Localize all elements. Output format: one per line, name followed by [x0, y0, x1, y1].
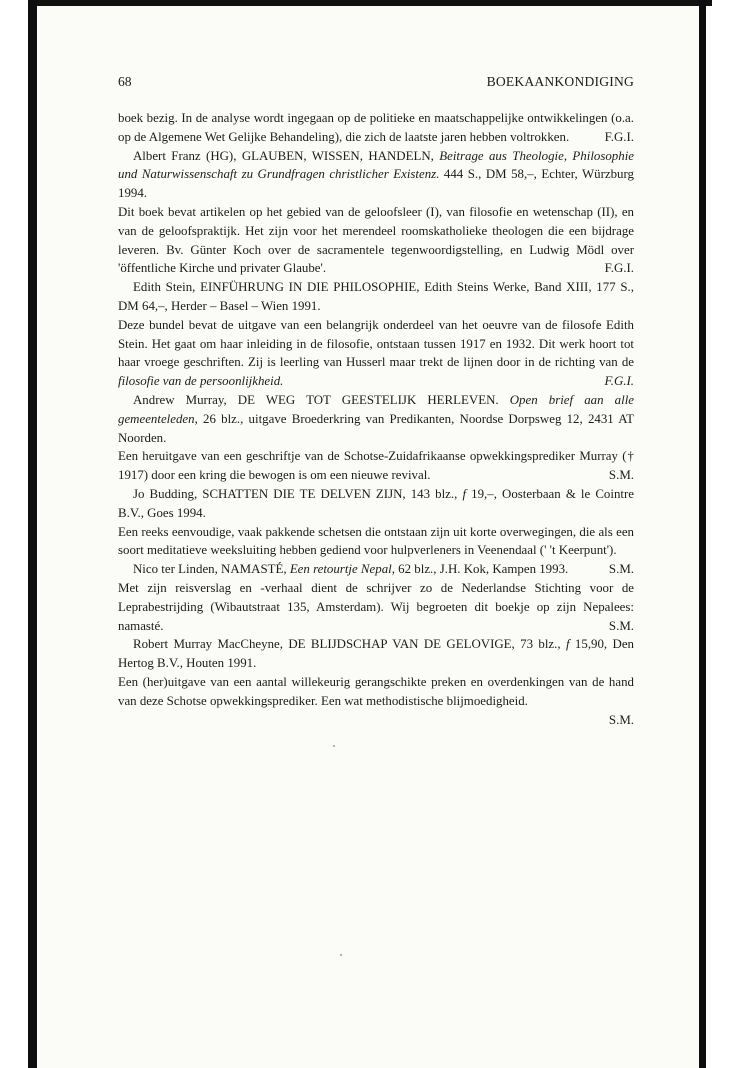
reviewer-initials: S.M. — [608, 468, 634, 483]
currency-symbol: f — [565, 637, 570, 652]
review-text-body: Met zijn reisverslag en -verhaal dient de schrijver zo de Nederlandse Stichting voor de Leprabestrijding (Wibautstraat 135, Amsterdam). Wij begroeten dit boekje op zijn Nepalees: namasté. — [118, 580, 634, 633]
book-details: 19,–, Oosterbaan & le Cointre B.V., Goes 1994. — [118, 486, 635, 520]
reviewer-initials: S.M. — [608, 712, 634, 727]
review-text — [118, 447, 634, 485]
scan-edge-left — [28, 0, 37, 1068]
review-text — [118, 673, 634, 711]
book-citation: Jo Budding, SCHATTEN DIE TE DELVEN ZIJN, 143 blz., — [133, 486, 463, 501]
review-text-body: Deze bundel bevat de uitgave van een belangrijk onderdeel van het oeuvre van de filosofe Edith Stein. Het gaat om haar inleiding in de filosofie, ontstaan tussen 1917 en 1932. Dit werk hoort tot haar vroege geschriften. Zij is leerling van Husserl maar trekt de lijnen door in de richting van de — [118, 317, 634, 370]
book-subtitle: Beitrage aus Theologie, Philosophie und Naturwissenschaft zu Grundfragen christlicher Existenz. — [118, 148, 635, 182]
book-citation: Albert Franz (HG), GLAUBEN, WISSEN, HANDELN, — [133, 148, 440, 163]
scan-speck — [340, 954, 342, 956]
book-details: 26 blz., uitgave Broederkring van Predikanten, Noordse Dorpsweg 12, 2431 AT Noorden. — [118, 411, 634, 445]
review-emphasis: filosofie van de persoonlijkheid. — [118, 374, 284, 389]
review-text-body: Een reeks eenvoudige, vaak pakkende schetsen die ontstaan zijn uit korte overwegingen, die als een soort meditatieve weeksluiting hebben gediend voor hulpverleners in Veenendaal (' 't Keerpunt'). — [118, 524, 634, 558]
book-details: 15,90, Den Hertog B.V., Houten 1991. — [118, 637, 635, 671]
reviewer-initials: F.G.I. — [604, 129, 634, 144]
reviewer-initials: S.M. — [608, 562, 634, 577]
scan-edge-right — [699, 0, 706, 1068]
book-entry — [118, 560, 634, 579]
reviewer-initials: S.M. — [608, 618, 634, 633]
currency-symbol: f — [462, 486, 467, 501]
book-citation: Edith Stein, EINFÜHRUNG IN DIE PHILOSOPHIE, Edith Steins Werke, Band XIII, 177 S., DM 64,–, Herder – Basel – Wien 1991. — [118, 280, 634, 313]
book-entry — [118, 485, 634, 523]
book-entry — [118, 278, 634, 316]
reviewer-initials-line — [118, 711, 634, 730]
book-citation: Robert Murray MacCheyne, DE BLIJDSCHAP VAN DE GELOVIGE, 73 blz., — [133, 637, 566, 652]
reviewer-initials: F.G.I. — [604, 261, 634, 276]
review-text — [118, 579, 634, 635]
book-subtitle: Een retourtje Nepal, — [289, 562, 395, 577]
review-column — [118, 109, 634, 729]
review-text-body: Een heruitgave van een geschriftje van de Schotse-Zuidafrikaanse opwekkingsprediker Murray († 1917) door een kring die bewogen is om een nieuwe revival. — [118, 449, 634, 483]
book-entry — [118, 147, 634, 203]
book-details: 62 blz., J.H. Kok, Kampen 1993. — [394, 562, 569, 577]
review-text-body: boek bezig. In de analyse wordt ingegaan op de politieke en maatschappelijke ontwikkelingen (o.a. op de Algemene Wet Gelijke Behandeling), die zich de laatste jaren hebben voltrokken. — [118, 111, 634, 144]
book-citation: Andrew Murray, DE WEG TOT GEESTELIJK HERLEVEN. — [133, 392, 510, 407]
page-number: 68 — [118, 74, 132, 89]
book-subtitle: Open brief aan alle gemeenteleden, — [118, 392, 635, 426]
page-header — [118, 74, 634, 94]
book-entry — [118, 635, 634, 673]
running-head: BOEKAANKONDIGING — [486, 74, 634, 89]
review-text — [118, 109, 634, 147]
review-text — [118, 203, 634, 278]
book-details: 444 S., DM 58,–, Echter, Würzburg 1994. — [118, 167, 634, 201]
reviewer-initials: F.G.I. — [604, 374, 634, 389]
review-text-body: Dit boek bevat artikelen op het gebied van de geloofsleer (I), van filosofie en wetenschap (II), en van de geloofspraktijk. Het zijn voor het merendeel roomskatholieke theologen die een bijdrage leveren. Bv. Günter Koch over de sacramentele tegenwoordigstelling, en Ludwig Mödl over 'öffentliche Kirche und privater Glaube'. — [118, 204, 634, 276]
review-text-body: Een (her)uitgave van een aantal willekeurig gerangschikte preken en overdenkingen van de hand van deze Schotse opwekkingsprediker. Een wat methodistische blijmoedigheid. — [118, 674, 634, 708]
review-text — [118, 316, 634, 391]
book-entry — [118, 391, 634, 447]
book-citation: Nico ter Linden, NAMASTÉ, — [133, 562, 290, 577]
scan-speck — [333, 745, 335, 747]
